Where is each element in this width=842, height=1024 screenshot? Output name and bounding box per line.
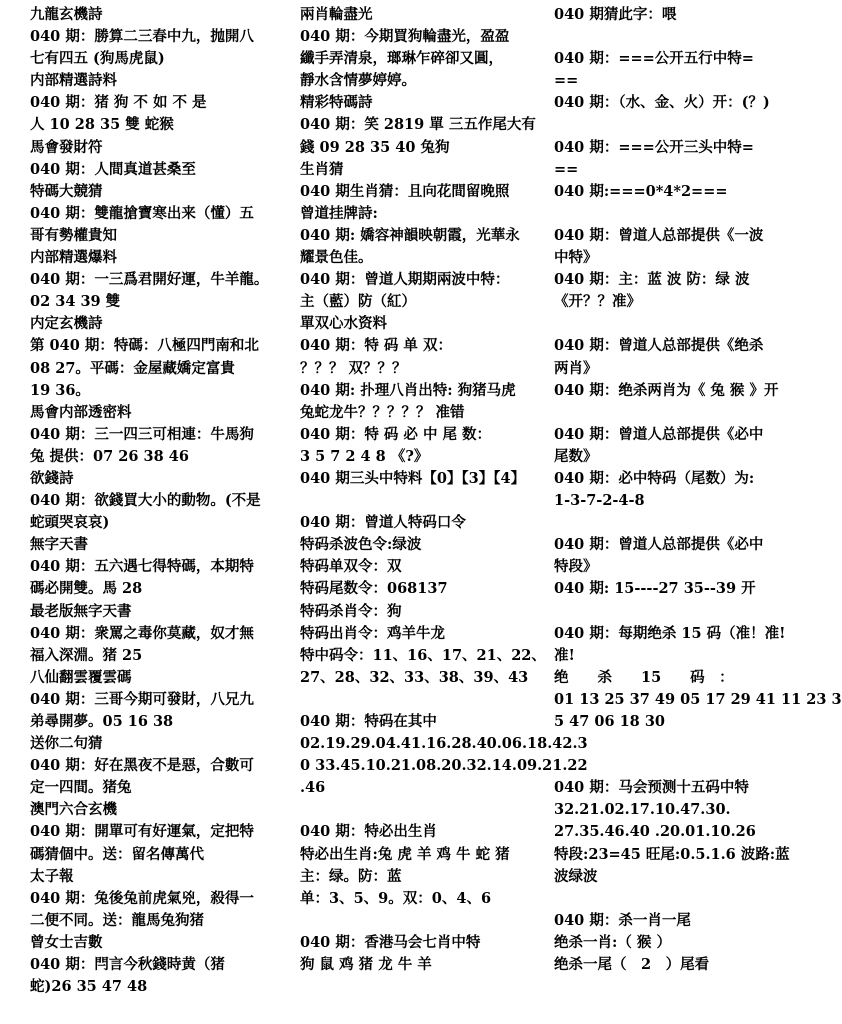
col2-line: ？？？ 双？？？ [300, 359, 407, 377]
col3-line [554, 888, 804, 910]
column-right [554, 4, 842, 976]
col3-line: 32.21.02.17.10.47.30. [554, 801, 731, 819]
col2-line: 040 期：笑 2819 單 三五作尾大有 [300, 116, 536, 134]
col3-line [554, 512, 804, 534]
col3-line: 040 期：曾道人总部提供《必中 [554, 536, 764, 554]
col1-line: 兔 提供：07 26 38 46 [30, 447, 189, 465]
col2-line: 曾道挂牌詩: [300, 204, 378, 222]
col2-line: 靜水含情夢婷婷。 [300, 72, 416, 90]
col2-line: 040 期：香港马会七肖中特 [300, 933, 481, 951]
col2-line: 040 期：特必出生肖 [300, 823, 437, 841]
col2-line: 兔蛇龙牛？？？？？ 准错 [300, 403, 465, 421]
col2-line: 040 期：特 码 必 中 尾 数： [300, 425, 492, 443]
col2-line: 主（藍）防（紅） [300, 293, 416, 311]
col1-line: 弟尋開夢。05 16 38 [30, 713, 174, 730]
col1-line: 哥有勢權貴知 [30, 226, 117, 244]
col2-line: 3 5 7 2 4 8 《?》 [300, 447, 429, 465]
col3-line: 040 期猜此字：喂 [554, 6, 677, 23]
col2-line: 040 期：今期買狗輪盡光，盈盈 [300, 28, 510, 46]
col2-line: 生肖猜 [300, 160, 344, 178]
col1-line: 福入深淵。猪 25 [30, 646, 143, 664]
col3-line: 准! [554, 646, 575, 664]
col2-line: 纖手弄清泉，瑯琳乍碎卻又圓， [300, 50, 503, 68]
col1-line: 曾女士吉數 [30, 933, 103, 951]
col1-line: 040 期：欲錢買大小的動物。(不是 [30, 492, 261, 510]
col1-line: 040 期：勝算二三春中九，抛開八 [30, 28, 254, 46]
col2-line: 耀景色佳。 [300, 249, 373, 267]
col1-line: 040 期：三一四三可相連：牛馬狗 [30, 425, 254, 443]
col3-line: 两肖》 [554, 359, 598, 377]
col1-line: 内部精選詩料 [30, 72, 117, 90]
col3-line [554, 402, 804, 424]
col2-line: 單双心水资料 [300, 315, 387, 333]
col3-line: == [554, 72, 579, 90]
col2-line: 040 期：特 码 单 双： [300, 337, 452, 355]
col1-line: 蛇)26 35 47 48 [30, 978, 148, 996]
col1-line: 040 期：一三爲君開好運，牛羊龍。 [30, 271, 269, 289]
col3-line: 5 47 06 18 30 [554, 713, 665, 730]
col3-line [554, 755, 804, 777]
col1-line: 欲錢詩 [30, 469, 74, 487]
col2-line: 主：绿。防：蓝 [300, 867, 402, 885]
col2-line: 特码出肖令：鸡羊牛龙 [300, 624, 445, 642]
col3-line: 040 期：曾道人总部提供《必中 [554, 425, 764, 443]
col3-line: 特段:23=45 旺尾:0.5.1.6 波路:蓝 [554, 845, 790, 863]
col1-line: 特碼大競猜 [30, 182, 103, 200]
col1-line: 040 期：衆罵之毒你莫藏，奴才無 [30, 624, 254, 642]
col2-line: 特中码令：11、16、17、21、22、 [300, 646, 546, 664]
col1-line: 九龍玄機詩 [30, 6, 103, 23]
col3-line: 1-3-7-2-4-8 [554, 492, 645, 510]
col2-line: 02.19.29.04.41.16.28.40.06.18.42.3 [300, 735, 588, 753]
col2-line: 040 期：曾道人特码口令 [300, 514, 466, 532]
col1-line: 040 期：兔後兔前虎氣兇，殺得一 [30, 889, 254, 907]
col3-line: 27.35.46.40 .20.01.10.26 [554, 823, 756, 841]
col3-line: 波绿波 [554, 867, 598, 885]
col3-line: 040 期：曾道人总部提供《绝杀 [554, 337, 764, 355]
col1-line: 040 期：開單可有好運氣，定把特 [30, 823, 254, 841]
col1-line: 人 10 28 35 雙 蛇猴 [30, 116, 174, 134]
col1-line: 馬會發財符 [30, 138, 103, 156]
col1-line: 無字天書 [30, 536, 88, 554]
col1-line: 040 期：五六遇七得特碼，本期特 [30, 558, 254, 576]
col2-line: 0 33.45.10.21.08.20.32.14.09.21.22 [300, 757, 588, 775]
col3-line [554, 114, 804, 136]
col3-line [554, 601, 804, 623]
col2-line: 特必出生肖:兔 虎 羊 鸡 牛 蛇 猪 [300, 845, 510, 863]
col1-line: 二便不同。送：龍馬兔狗猪 [30, 911, 204, 929]
col3-line: 040 期：必中特码（尾数）为: [554, 469, 755, 487]
col2-line: 040 期：特码在其中 [300, 713, 437, 730]
col2-line: 040 期三头中特料【0】【3】【4】 [300, 469, 526, 487]
col2-line [300, 689, 550, 711]
col3-line: 040 期：每期绝杀 15 码（准！准! [554, 624, 786, 642]
col3-line: 特段》 [554, 558, 598, 576]
col3-line: 绝杀一肖:（ 猴 ） [554, 933, 671, 951]
col1-line: 第 040 期：特碼：八極四門南和北 [30, 337, 259, 355]
col1-line: 040 期：好在黑夜不是惡，合數可 [30, 757, 254, 775]
col1-line: 040 期：閂言今秋錢時黄（猪 [30, 956, 225, 974]
col2-line: 錢 09 28 35 40 兔狗 [300, 138, 450, 156]
col2-line [300, 490, 550, 512]
col3-line: 040 期：主：蓝 波 防：绿 波 [554, 271, 750, 289]
col2-line: 单：3、5、9。双：0、4、6 [300, 889, 492, 907]
col1-line: 澳門六合玄機 [30, 801, 117, 819]
col1-line: 19 36。 [30, 381, 90, 399]
col3-line: 040 期：曾道人总部提供《一波 [554, 226, 764, 244]
col1-line: 040 期：三哥今期可發財，八兄九 [30, 690, 254, 708]
col2-line: 040 期：曾道人期期兩波中特： [300, 271, 510, 289]
col2-line: 特码尾数令：068137 [300, 580, 448, 598]
col3-line [554, 203, 804, 225]
col3-line: 绝 杀 15 码 ： [554, 668, 734, 686]
col1-line: 040 期：猪 狗 不 如 不 是 [30, 94, 207, 112]
col1-line: 馬會内部透密料 [30, 403, 132, 421]
col1-line: 蛇頭哭哀哀) [30, 514, 110, 532]
col2-line: 27、28、32、33、38、39、43 [300, 668, 529, 686]
col1-line: 内定玄機詩 [30, 315, 103, 333]
col2-line: 特码单双令：双 [300, 558, 402, 576]
col1-line: 碼猜個中。送：留名傳萬代 [30, 845, 204, 863]
col1-line: 碼必開雙。馬 28 [30, 580, 143, 598]
col2-line: 狗 鼠 鸡 猪 龙 牛 羊 [300, 956, 432, 974]
col2-line: 精彩特碼詩 [300, 94, 373, 112]
col1-line: 七有四五 (狗馬虎鼠) [30, 50, 165, 68]
col3-line: 尾数》 [554, 447, 598, 465]
col3-line: 绝杀一尾（ 2 ）尾看 [554, 956, 710, 974]
col1-line: 08 27。平碼：金屋藏嬌定富貴 [30, 359, 235, 377]
col1-line: 040 期：雙龍搶寶寒出来（懂）五 [30, 204, 254, 222]
col3-line [554, 313, 804, 335]
col2-line: 040 期: 扑理八肖出特: 狗猪马虎 [300, 381, 516, 399]
col3-line: 中特》 [554, 249, 598, 267]
col3-line: 040 期：（水、金、火）开：(？) [554, 94, 770, 112]
col3-line [554, 26, 804, 48]
col3-line: 040 期：===公开三头中特= [554, 138, 754, 156]
col2-line: 兩肖輪盡光 [300, 6, 373, 23]
col1-line: 八仙翻雲覆雲碼 [30, 668, 132, 686]
col3-line: 01 13 25 37 49 05 17 29 41 11 23 3 [554, 690, 842, 708]
col3-line: 040 期：杀一肖一尾 [554, 911, 691, 929]
col1-line: 02 34 39 雙 [30, 293, 121, 311]
col3-line: 《开？？准》 [554, 293, 641, 311]
col1-line: 定一四間。猪兔 [30, 779, 132, 797]
col2-line: .46 [300, 779, 326, 797]
col1-line: 内部精選爆料 [30, 249, 117, 267]
col1-line: 最老版無字天書 [30, 602, 132, 620]
col2-line [300, 910, 550, 932]
col3-line [554, 733, 804, 755]
col3-line: 040 期：绝杀两肖为《 兔 猴 》开 [554, 381, 779, 399]
col2-line: 040 期: 嬌容神韻映朝霞，光華永 [300, 226, 520, 244]
col1-line: 送你二句猜 [30, 735, 103, 753]
col3-line: == [554, 160, 579, 178]
col2-line [300, 799, 550, 821]
col3-line: 040 期:===0*4*2=== [554, 182, 728, 200]
col3-line: 040 期: 15----27 35--39 开 [554, 580, 756, 598]
col1-line: 太子報 [30, 867, 74, 885]
column-left [30, 4, 296, 998]
col3-line: 040 期：马会预测十五码中特 [554, 779, 749, 797]
col2-line: 特码杀肖令：狗 [300, 602, 402, 620]
col2-line: 特码杀波色令:绿波 [300, 536, 422, 554]
col3-line: 040 期：===公开五行中特= [554, 50, 754, 68]
col1-line: 040 期：人間真道甚桑至 [30, 160, 196, 178]
col2-line: 040 期生肖猜：且向花間留晚照 [300, 182, 510, 200]
